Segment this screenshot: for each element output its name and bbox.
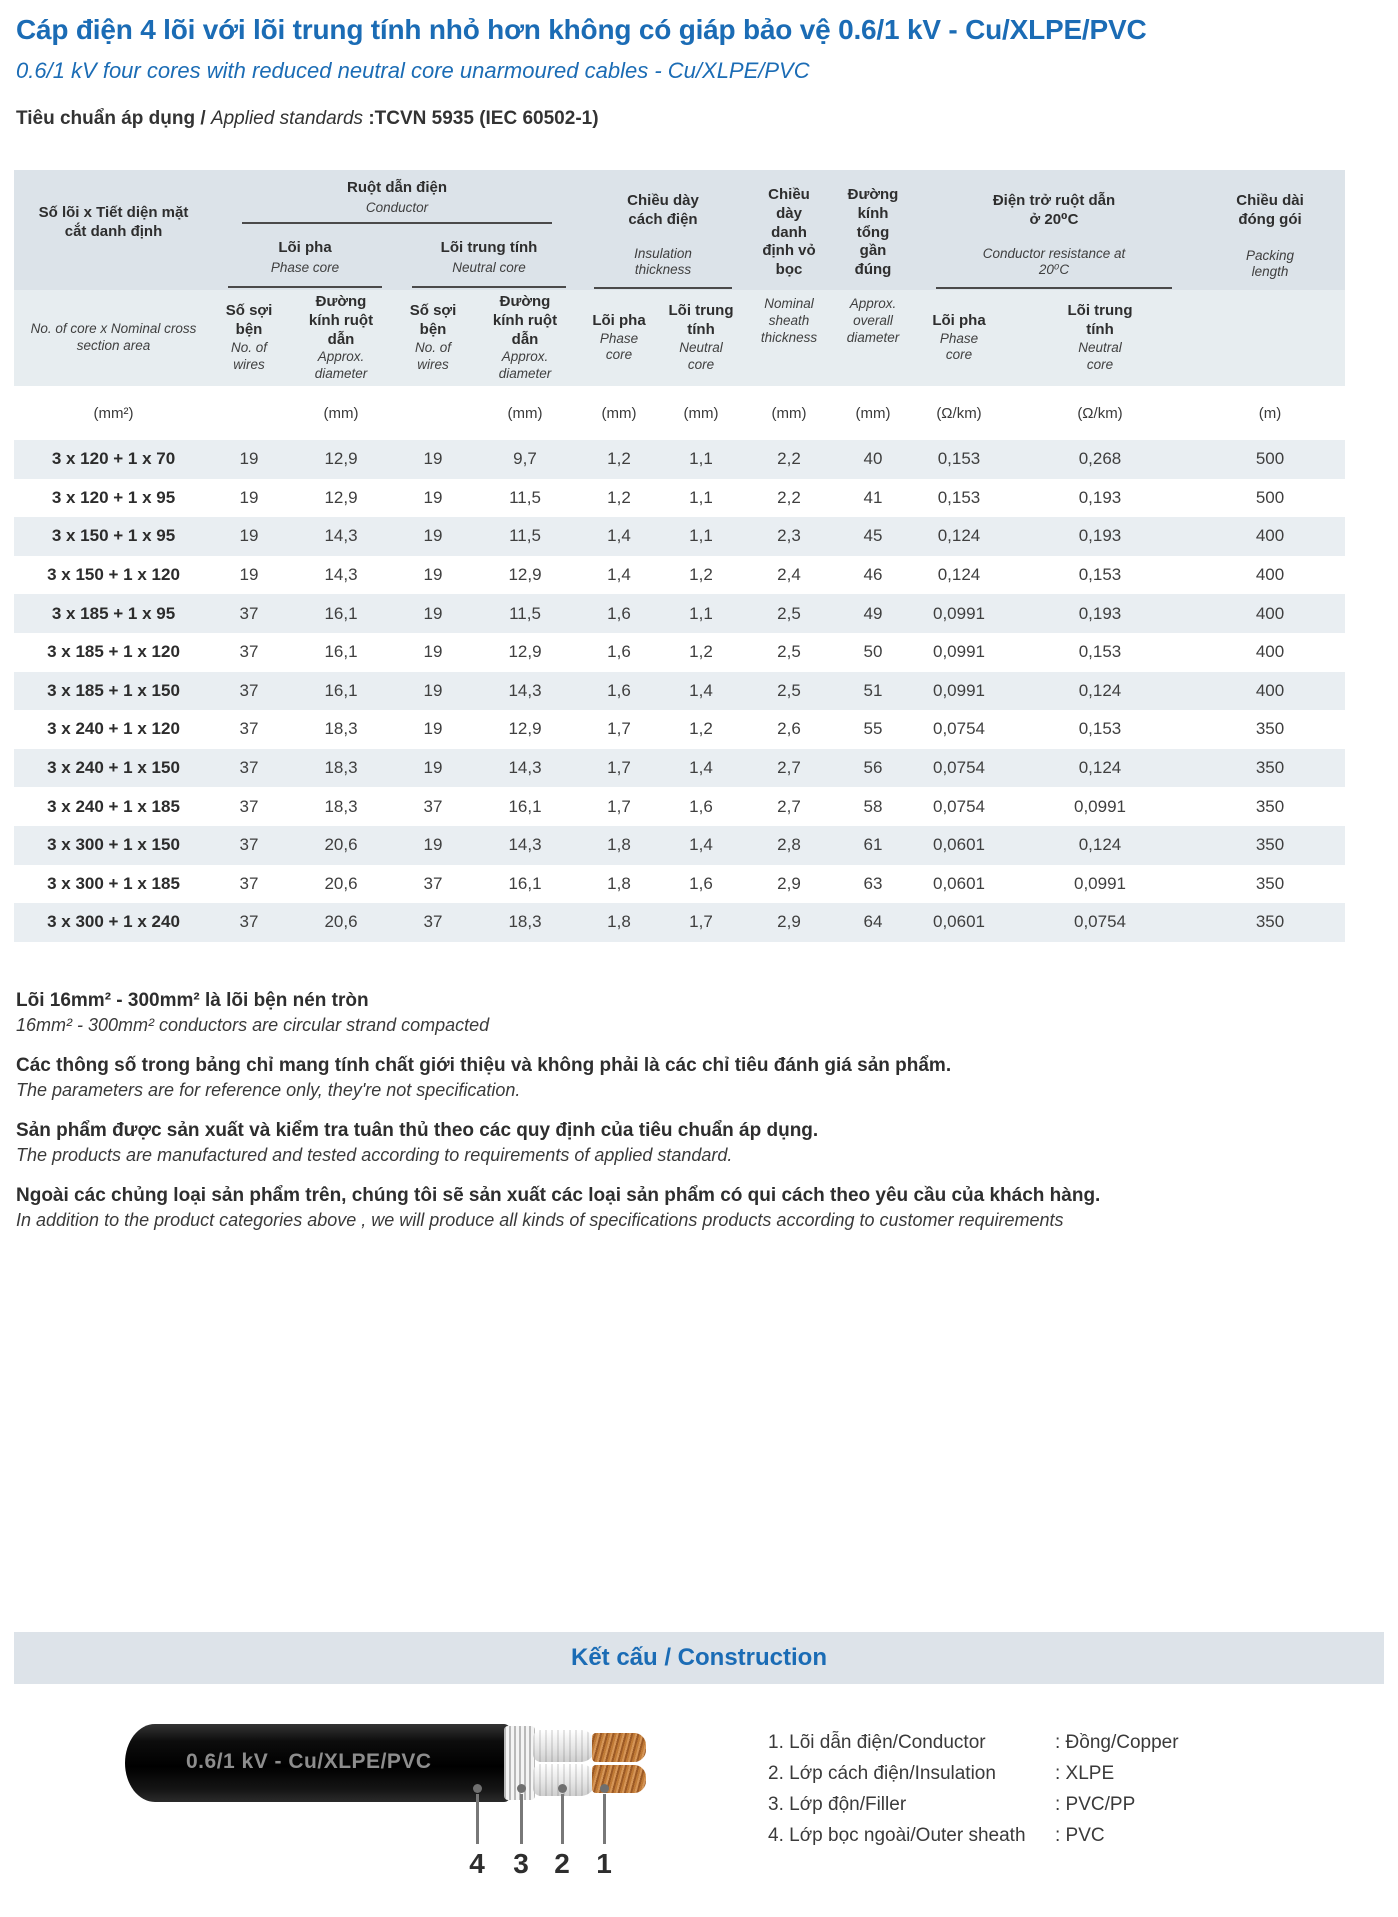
table-cell: 1,2: [607, 487, 631, 507]
callout-number: 4: [469, 1848, 485, 1879]
cable-print-label: 0.6/1 kV - Cu/XLPE/PVC: [186, 1750, 432, 1773]
table-row: [14, 787, 1345, 826]
table-cell: 1,6: [607, 642, 631, 662]
row-size-label: 3 x 185 + 1 x 95: [51, 603, 176, 623]
label-vn: Lõi pha: [592, 311, 646, 329]
label-en: Approx. overall diameter: [846, 296, 900, 345]
table-cell: 0,124: [937, 565, 981, 585]
group-conductor-header: [213, 170, 581, 226]
table-cell: 0,0601: [933, 873, 985, 893]
label-vn: Lõi trung tính: [668, 302, 734, 339]
label-en: Approx. diameter: [314, 349, 368, 382]
table-cell: 0,0601: [933, 835, 985, 855]
note-en: The products are manufactured and tested according to requirements of applied standard.: [16, 1145, 733, 1165]
label-en: Approx. diameter: [498, 349, 552, 382]
callout: [592, 1784, 616, 1880]
group-neutral-header: [397, 226, 581, 290]
callout-leader-line: [603, 1794, 606, 1844]
label-vn: Lõi pha: [932, 311, 986, 329]
group-resistance-label-vn: Điện trở ruột dẫn ở 20⁰C: [992, 192, 1116, 228]
table-header: [14, 170, 1345, 440]
table-cell: 16,1: [508, 873, 542, 893]
table-cell: 19: [423, 603, 443, 623]
legend-label: 2. Lớp cách điện/Insulation: [768, 1763, 996, 1784]
table-cell: 37: [239, 719, 259, 739]
table-cell: 1,8: [607, 835, 631, 855]
table-cell: 41: [863, 487, 883, 507]
group-neutral-label-en: Neutral core: [452, 259, 526, 275]
callout-dot: [473, 1784, 482, 1793]
table-cell: 0,193: [1078, 603, 1122, 623]
table-cell: 2,5: [777, 603, 801, 623]
label-en: Neutral core: [1078, 339, 1122, 372]
group-insulation-label-vn: Chiều dày cách điện: [627, 192, 699, 228]
legend-label: 4. Lớp bọc ngoài/Outer sheath: [768, 1825, 1026, 1846]
table-cell: 0,0991: [933, 680, 985, 700]
table-cell: 37: [239, 680, 259, 700]
table-cell: 1,7: [607, 719, 631, 739]
table-cell: 37: [239, 758, 259, 778]
table-cell: 19: [239, 565, 259, 585]
table-cell: 0,124: [937, 526, 981, 546]
table-cell: 1,2: [689, 719, 713, 739]
table-cell: 40: [863, 449, 883, 469]
label-en: Phase core: [939, 330, 979, 363]
col-insulation-phase-header: [581, 290, 657, 386]
legend-row: [768, 1820, 1179, 1851]
table-cell: 16,1: [324, 680, 358, 700]
callout-dot: [600, 1784, 609, 1793]
table-cell: 19: [423, 719, 443, 739]
table-cell: 16,1: [324, 642, 358, 662]
table-cell: 0,124: [1078, 758, 1122, 778]
row-size-label: 3 x 150 + 1 x 95: [51, 526, 176, 546]
table-row: [14, 672, 1345, 711]
col-packing-header: [1195, 170, 1345, 386]
table-cell: 20,6: [324, 873, 358, 893]
table-cell: 16,1: [324, 603, 358, 623]
group-insulation-label-en: Insulation thickness: [634, 245, 692, 278]
table-cell: 12,9: [324, 449, 358, 469]
col-packing-label-en: Packing length: [1245, 247, 1295, 280]
table-cell: 18,3: [324, 796, 358, 816]
table-cell: 37: [239, 835, 259, 855]
note-vn: Các thông số trong bảng chỉ mang tính chất giới thiệu và không phải là các chỉ tiêu đánh giá sản phẩm.: [16, 1055, 952, 1076]
table-cell: 400: [1255, 642, 1285, 662]
col-size-header: [14, 170, 213, 290]
col-neutral-wires-header: [397, 290, 469, 386]
table-cell: 20,6: [324, 835, 358, 855]
applied-standards-line: [16, 108, 599, 130]
table-cell: 1,7: [607, 758, 631, 778]
table-cell: 350: [1255, 719, 1285, 739]
construction-title: Kết cấu / Construction: [570, 1644, 828, 1671]
table-row: [14, 440, 1345, 479]
callout-number: 2: [554, 1848, 570, 1879]
table-row: [14, 903, 1345, 942]
table-row: [14, 749, 1345, 788]
table-cell: 45: [863, 526, 883, 546]
callout-leader-line: [561, 1794, 564, 1844]
table-cell: 350: [1255, 796, 1285, 816]
unit-cell: (m): [1258, 404, 1282, 422]
unit-cell: (Ω/km): [1077, 404, 1123, 422]
table-cell: 56: [863, 758, 883, 778]
table-cell: 19: [239, 526, 259, 546]
col-size-label-vn: Số lõi x Tiết diện mặt cắt danh định: [38, 204, 189, 240]
legend-row: [768, 1727, 1179, 1758]
table-row: [14, 556, 1345, 595]
table-cell: 55: [863, 719, 883, 739]
table-row: [14, 710, 1345, 749]
row-size-label: 3 x 240 + 1 x 150: [47, 758, 180, 778]
label-en: No. of wires: [414, 339, 452, 372]
table-cell: 37: [239, 796, 259, 816]
table-cell: 46: [863, 565, 883, 585]
table-cell: 19: [423, 680, 443, 700]
table-cell: 1,4: [689, 835, 713, 855]
table-cell: 400: [1255, 526, 1285, 546]
table-cell: 19: [423, 758, 443, 778]
page-subtitle: 0.6/1 kV four cores with reduced neutral core unarmoured cables - Cu/XLPE/PVC: [16, 58, 810, 83]
unit-cell: (mm): [855, 404, 891, 422]
unit-cell: (mm): [507, 404, 543, 422]
table-cell: 1,6: [689, 796, 713, 816]
row-size-label: 3 x 300 + 1 x 150: [47, 835, 180, 855]
table-cell: 2,5: [777, 680, 801, 700]
table-cell: 0,0991: [933, 603, 985, 623]
callout-dot: [558, 1784, 567, 1793]
table-cell: 1,7: [607, 796, 631, 816]
table-row: [14, 479, 1345, 518]
group-phase-label-en: Phase core: [270, 259, 340, 275]
standards-label-vn: Tiêu chuẩn áp dụng /: [16, 108, 211, 129]
table-cell: 14,3: [324, 565, 358, 585]
note-vn: Lõi 16mm² - 300mm² là lõi bện nén tròn: [16, 990, 369, 1011]
row-size-label: 3 x 185 + 1 x 150: [47, 680, 180, 700]
table-cell: 37: [423, 796, 443, 816]
table-cell: 2,9: [777, 873, 801, 893]
group-neutral-label-vn: Lõi trung tính: [440, 239, 538, 257]
table-cell: 14,3: [508, 758, 542, 778]
table-cell: 19: [239, 487, 259, 507]
note: [16, 1118, 1376, 1168]
standards-value: :TCVN 5935 (IEC 60502-1): [368, 108, 599, 129]
table-cell: 12,9: [508, 719, 542, 739]
table-cell: 19: [423, 642, 443, 662]
legend-row: [768, 1789, 1179, 1820]
callout-number: 3: [513, 1848, 529, 1879]
table-cell: 0,193: [1078, 526, 1122, 546]
table-body: [14, 440, 1345, 942]
table-cell: 14,3: [508, 835, 542, 855]
table-cell: 1,1: [689, 487, 713, 507]
row-size-label: 3 x 185 + 1 x 120: [47, 642, 180, 662]
table-cell: 61: [863, 835, 883, 855]
col-resistance-phase-header: [913, 290, 1005, 386]
unit-cell: (mm): [771, 404, 807, 422]
row-size-label: 3 x 300 + 1 x 240: [47, 912, 180, 932]
unit-cell: (mm²): [93, 404, 134, 422]
note-en: 16mm² - 300mm² conductors are circular strand compacted: [16, 1015, 490, 1035]
table-cell: 2,7: [777, 758, 801, 778]
table-cell: 37: [239, 912, 259, 932]
group-phase-header: [213, 226, 397, 290]
col-insulation-neutral-header: [657, 290, 745, 386]
table-cell: 0,0754: [933, 758, 985, 778]
table-cell: 11,5: [509, 526, 541, 546]
row-size-label: 3 x 150 + 1 x 120: [47, 565, 180, 585]
callout-number: 1: [596, 1848, 612, 1879]
table-cell: 1,2: [689, 565, 713, 585]
table-cell: 1,4: [689, 758, 713, 778]
table-cell: 1,6: [689, 873, 713, 893]
table-cell: 1,2: [689, 642, 713, 662]
table-row: [14, 594, 1345, 633]
table-cell: 0,0991: [1074, 873, 1126, 893]
table-cell: 1,4: [689, 680, 713, 700]
callout: [550, 1784, 574, 1880]
table-cell: 14,3: [508, 680, 542, 700]
table-cell: 350: [1255, 758, 1285, 778]
table-cell: 19: [423, 835, 443, 855]
table-cell: 58: [863, 796, 883, 816]
legend-value: : XLPE: [1055, 1763, 1115, 1784]
unit-cell: (mm): [683, 404, 719, 422]
table-cell: 19: [423, 487, 443, 507]
table-cell: 19: [423, 565, 443, 585]
construction-section-header: [14, 1632, 1384, 1684]
unit-cell: (mm): [323, 404, 359, 422]
group-rule: [412, 286, 567, 288]
table-cell: 9,7: [513, 449, 537, 469]
table-cell: 50: [863, 642, 883, 662]
table-cell: 0,124: [1078, 680, 1122, 700]
legend-value: : PVC/PP: [1055, 1794, 1136, 1815]
table-cell: 350: [1255, 835, 1285, 855]
table-cell: 0,0754: [1074, 912, 1126, 932]
table-cell: 2,3: [777, 526, 801, 546]
label-vn: Số sợi bện: [409, 302, 457, 339]
standards-label-en: Applied standards: [210, 108, 369, 129]
table-cell: 37: [239, 873, 259, 893]
table-cell: 1,1: [689, 603, 713, 623]
col-packing-label-vn: Chiều dài đóng gói: [1236, 192, 1304, 228]
table-cell: 2,7: [777, 796, 801, 816]
row-size-label: 3 x 120 + 1 x 95: [51, 487, 176, 507]
note: [16, 988, 1376, 1038]
table-cell: 11,5: [509, 603, 541, 623]
table-cell: 2,6: [777, 719, 801, 739]
table-cell: 0,153: [1078, 565, 1122, 585]
col-overall-label-vn: Đường kính tổng gần đúng: [847, 186, 899, 278]
table-cell: 37: [239, 642, 259, 662]
construction-legend: [768, 1727, 1179, 1851]
spec-table: [14, 170, 1345, 942]
label-vn: Số sợi bện: [225, 302, 273, 339]
group-phase-label-vn: Lõi pha: [278, 239, 332, 257]
table-cell: 2,8: [777, 835, 801, 855]
col-resistance-neutral-header: [1005, 290, 1195, 386]
table-cell: 14,3: [324, 526, 358, 546]
note-en: The parameters are for reference only, they're not specification.: [16, 1080, 521, 1100]
table-cell: 0,0754: [933, 796, 985, 816]
table-cell: 1,8: [607, 873, 631, 893]
copper-strand-bundle: [592, 1733, 646, 1762]
label-vn: Đường kính ruột dẫn: [492, 293, 558, 348]
table-cell: 19: [239, 449, 259, 469]
table-cell: 37: [423, 912, 443, 932]
col-sheath-label-vn: Chiều dày danh định vỏ bọc: [762, 186, 816, 278]
table-row: [14, 826, 1345, 865]
callout-leader-line: [520, 1794, 523, 1844]
row-size-label: 3 x 120 + 1 x 70: [51, 449, 176, 469]
note: [16, 1053, 1376, 1103]
table-cell: 1,4: [607, 526, 631, 546]
table-cell: 2,5: [777, 642, 801, 662]
row-size-label: 3 x 240 + 1 x 185: [47, 796, 180, 816]
table-cell: 2,2: [777, 449, 801, 469]
row-size-label: 3 x 240 + 1 x 120: [47, 719, 180, 739]
col-neutral-diameter-header: [469, 290, 581, 386]
legend-row: [768, 1758, 1179, 1789]
table-cell: 2,4: [777, 565, 801, 585]
note: [16, 1183, 1376, 1233]
table-cell: 18,3: [508, 912, 542, 932]
callout: [509, 1784, 533, 1880]
group-rule: [228, 286, 383, 288]
legend-label: 1. Lõi dẫn điện/Conductor: [768, 1732, 986, 1753]
table-cell: 350: [1255, 912, 1285, 932]
table-cell: 37: [423, 873, 443, 893]
table-cell: 2,2: [777, 487, 801, 507]
table-cell: 0,0754: [933, 719, 985, 739]
table-cell: 2,9: [777, 912, 801, 932]
table-cell: 0,153: [1078, 719, 1122, 739]
page-title: Cáp điện 4 lõi với lõi trung tính nhỏ hơn không có giáp bảo vệ 0.6/1 kV - Cu/XLPE/PVC: [16, 14, 1147, 45]
table-cell: 19: [423, 449, 443, 469]
table-cell: 1,8: [607, 912, 631, 932]
table-cell: 0,153: [937, 487, 981, 507]
table-row: [14, 633, 1345, 672]
label-vn: Đường kính ruột dẫn: [308, 293, 374, 348]
label-en: No. of wires: [230, 339, 268, 372]
table-cell: 20,6: [324, 912, 358, 932]
table-cell: 12,9: [508, 565, 542, 585]
table-cell: 400: [1255, 680, 1285, 700]
table-cell: 0,153: [1078, 642, 1122, 662]
label-en: Nominal sheath thickness: [760, 296, 818, 345]
table-cell: 350: [1255, 873, 1285, 893]
table-cell: 18,3: [324, 719, 358, 739]
col-size-label-en: No. of core x Nominal cross section area: [30, 321, 197, 353]
table-cell: 12,9: [508, 642, 542, 662]
table-cell: 0,153: [937, 449, 981, 469]
table-cell: 1,1: [689, 449, 713, 469]
group-rule: [242, 222, 551, 224]
table-cell: 0,0991: [1074, 796, 1126, 816]
label-vn: Lõi trung tính: [1067, 302, 1133, 339]
note-vn: Sản phẩm được sản xuất và kiểm tra tuân thủ theo các quy định của tiêu chuẩn áp dụng.: [16, 1120, 819, 1141]
col-phase-wires-header: [213, 290, 285, 386]
col-phase-diameter-header: [285, 290, 397, 386]
table-cell: 1,6: [607, 603, 631, 623]
table-row: [14, 865, 1345, 904]
table-cell: 400: [1255, 603, 1285, 623]
callout: [465, 1784, 489, 1880]
table-cell: 11,5: [509, 487, 541, 507]
table-cell: 51: [863, 680, 883, 700]
units-row: [14, 386, 1345, 440]
col-overall-header-en: [833, 290, 913, 386]
label-en: Neutral core: [679, 339, 723, 372]
table-cell: 0,124: [1078, 835, 1122, 855]
table-cell: 1,1: [689, 526, 713, 546]
table-cell: 400: [1255, 565, 1285, 585]
table-cell: 19: [423, 526, 443, 546]
table-cell: 0,0601: [933, 912, 985, 932]
legend-value: : Đồng/Copper: [1055, 1732, 1179, 1753]
notes-section: [16, 988, 1376, 1248]
cable-core: [533, 1730, 595, 1762]
table-cell: 1,6: [607, 680, 631, 700]
table-cell: 18,3: [324, 758, 358, 778]
table-cell: 0,0991: [933, 642, 985, 662]
table-row: [14, 517, 1345, 556]
col-size-header-en: [14, 290, 213, 386]
table-cell: 1,2: [607, 449, 631, 469]
label-en: Phase core: [599, 330, 639, 363]
row-size-label: 3 x 300 + 1 x 185: [47, 873, 180, 893]
table-cell: 500: [1255, 487, 1285, 507]
group-conductor-label-en: Conductor: [365, 199, 429, 215]
unit-cell: (Ω/km): [936, 404, 982, 422]
table-cell: 1,7: [689, 912, 713, 932]
legend-label: 3. Lớp độn/Filler: [768, 1794, 907, 1815]
table-cell: 49: [863, 603, 883, 623]
callout-leader-line: [476, 1794, 479, 1844]
table-cell: 16,1: [508, 796, 542, 816]
group-resistance-label-en: Conductor resistance at 20⁰C: [982, 245, 1126, 278]
table-cell: 63: [863, 873, 883, 893]
legend-value: : PVC: [1055, 1825, 1105, 1846]
callout-dot: [517, 1784, 526, 1793]
table-cell: 500: [1255, 449, 1285, 469]
table-cell: 37: [239, 603, 259, 623]
unit-cell: (mm): [601, 404, 637, 422]
note-en: In addition to the product categories above , we will produce all kinds of specifications products according to customer requirements: [16, 1210, 1064, 1230]
table-cell: 64: [863, 912, 883, 932]
group-rule: [936, 287, 1173, 289]
group-conductor-label-vn: Ruột dẫn điện: [347, 179, 447, 197]
group-rule: [594, 287, 732, 289]
note-vn: Ngoài các chủng loại sản phẩm trên, chúng tôi sẽ sản xuất các loại sản phẩm có qui cách theo yêu cầu của khách hàng.: [16, 1185, 1101, 1206]
table-cell: 1,4: [607, 565, 631, 585]
table-cell: 0,193: [1078, 487, 1122, 507]
col-sheath-header-en: [745, 290, 833, 386]
table-cell: 0,268: [1078, 449, 1122, 469]
table-cell: 12,9: [324, 487, 358, 507]
